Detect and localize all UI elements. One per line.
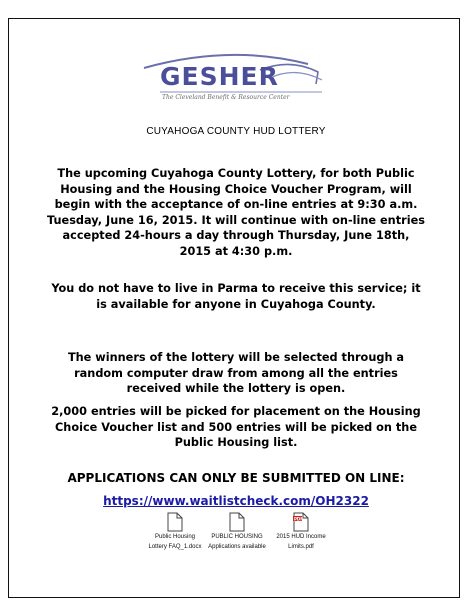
attachment-label-line2: Applications available: [208, 543, 266, 550]
logo-wordmark: GESHER: [160, 62, 279, 91]
waitlist-link[interactable]: https://www.waitlistcheck.com/OH2322: [103, 494, 369, 508]
document-icon: [229, 512, 245, 532]
entries-count-paragraph: 2,000 entries will be picked for placement on the Housing Choice Voucher list and 500 entries will be picked on the Public Housing list.: [51, 405, 421, 449]
attachment-income-limits[interactable]: [262, 512, 340, 551]
attachment-label-line1: PUBLIC HOUSING: [211, 534, 263, 540]
gesher-logo: [140, 50, 340, 116]
pdf-icon: [293, 512, 309, 532]
document-icon: [167, 512, 183, 532]
attachment-label-line1: 2015 HUD Income: [276, 534, 326, 540]
lottery-dates-paragraph: The upcoming Cuyahoga County Lottery, for both Public Housing and the Housing Choice Voucher Program, will begin with the acceptance of on-line entries at 9:30 a.m. Tuesday, June 16, 2015. It will continue with on-line entries accepted 24-hours a day through Thursday, June 18th, 2015 at 4:30 p.m.: [47, 167, 425, 258]
eligibility-paragraph: You do not have to live in Parma to receive this service; it is available for anyone in Cuyahoga County.: [51, 282, 421, 311]
page-title: CUYAHOGA COUNTY HUD LOTTERY: [146, 126, 326, 137]
attachment-label-line2: Lottery FAQ_1.docx: [148, 543, 202, 550]
apply-online-notice: APPLICATIONS CAN ONLY BE SUBMITTED ON LINE:: [67, 471, 405, 485]
selection-paragraph: The winners of the lottery will be selected through a random computer draw from among all the entries received while the lottery is open.: [67, 351, 405, 395]
attachment-label-line2: Limits.pdf: [288, 543, 314, 550]
svg-text:PDF: PDF: [294, 516, 303, 522]
attachment-label-line1: Public Housing: [154, 534, 196, 540]
logo-tagline: The Cleveland Benefit & Resource Center: [162, 94, 290, 101]
